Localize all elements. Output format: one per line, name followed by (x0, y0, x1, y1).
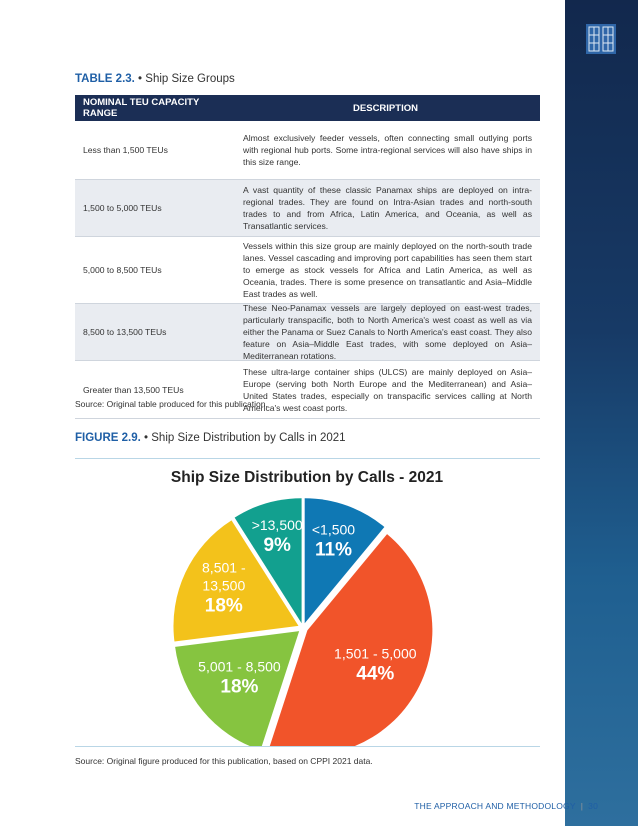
slice-category-label: 8,501 - (202, 559, 246, 576)
cell-range: Greater than 13,500 TEUs (83, 384, 184, 395)
slice-category-label: >13,500 (251, 517, 303, 534)
cell-description: Almost exclusively feeder vessels, often connecting small outlying ports with regional hub ports. Some intra-regional services will also have ships in this size range. (243, 133, 532, 167)
cell-range: 1,500 to 5,000 TEUs (83, 203, 162, 213)
page-number: 30 (588, 801, 598, 811)
cell-range: 5,000 to 8,500 TEUs (83, 265, 162, 275)
table-row (75, 180, 540, 237)
slice-percent-label: 18% (220, 676, 259, 698)
slice-percent-label: 18% (204, 595, 243, 617)
figure-caption (75, 432, 346, 444)
cell-range: Less than 1,500 TEUs (83, 145, 168, 155)
table-title: Ship Size Groups (145, 73, 235, 85)
table-row (75, 121, 540, 180)
header-teu-range: NOMINAL TEU CAPACITY RANGE (83, 97, 200, 119)
pie-chart (75, 460, 540, 746)
table-label: TABLE 2.3. (75, 73, 135, 85)
figure-title: Ship Size Distribution by Calls in 2021 (151, 432, 346, 444)
table-row (75, 237, 540, 304)
slice-percent-label: 9% (263, 535, 291, 557)
cell-description: A vast quantity of these classic Panamax ships are deployed on intra-regional trades. They are found on Intra-Asian trades and north-south trades to and from Africa, Latin America, and Oceania, as well as Transatlantic services. (243, 185, 532, 231)
side-color-band (565, 0, 638, 826)
publisher-logo-icon (586, 24, 616, 54)
cell-description: These Neo-Panamax vessels are largely deployed on east-west trades, particularly transpacific, both to North America's west coast as well as via either the Panama or Suez Canals to North America's east coast. They also feature on Asia–Middle East trades, with some deployed on Asia–Mediterranean rotations. (243, 303, 532, 361)
slice-category-label: 1,501 - 5,000 (334, 645, 417, 662)
figure-top-rule (75, 458, 540, 459)
figure-caption-separator: • (140, 432, 152, 444)
page-footer (414, 801, 598, 811)
slice-category-label: 13,500 (202, 577, 246, 594)
table-header-row (75, 95, 540, 121)
header-description: DESCRIPTION (353, 102, 418, 114)
figure-label: FIGURE 2.9. (75, 432, 141, 444)
figure-bottom-rule (75, 746, 540, 747)
table-row (75, 304, 540, 361)
slice-category-label: 5,001 - 8,500 (198, 658, 281, 675)
table-caption-separator: • (134, 73, 146, 85)
slice-category-label: <1,500 (311, 521, 356, 538)
table-caption (75, 73, 235, 85)
table-row (75, 361, 540, 419)
table-source-note: Source: Original table produced for this publication. (75, 399, 268, 409)
cell-range: 8,500 to 13,500 TEUs (83, 327, 167, 337)
slice-percent-label: 11% (314, 539, 352, 561)
slice-percent-label: 44% (356, 663, 395, 685)
cell-description: Vessels within this size group are mainly deployed on the north-south trade lanes. Vessel cascading and improving port capabilities has seen them start to emerge as stock vessels for Africa and Latin America, as well as Oceania, trades. There is some presence on transatlantic and Asia–Middle East trades as well. (243, 241, 532, 299)
figure-source-note: Source: Original figure produced for this publication, based on CPPI 2021 data. (75, 756, 373, 766)
cell-description: These ultra-large container ships (ULCS) are mainly deployed on Asia–Europe (serving both North Europe and the Mediterranean) and Asia–United States trades, especially on transpacific services calling at North America's west coast ports. (243, 366, 532, 413)
footer-separator: | (580, 801, 584, 811)
ship-size-table (75, 95, 540, 419)
footer-section: THE APPROACH AND METHODOLOGY (414, 801, 576, 811)
chart-title: Ship Size Distribution by Calls - 2021 (170, 469, 444, 486)
